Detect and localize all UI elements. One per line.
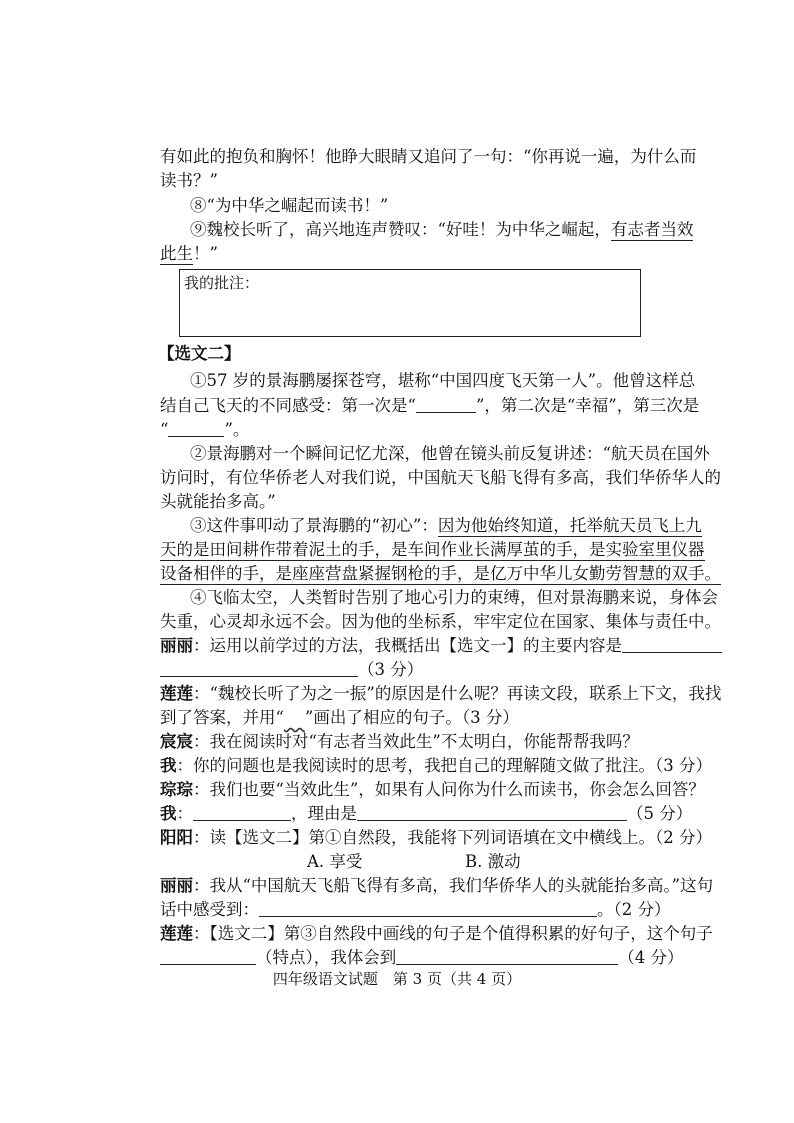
fill-blank[interactable] xyxy=(416,396,476,413)
text-line xyxy=(160,419,249,441)
speaker-name: 我 xyxy=(160,756,177,775)
question-text: 到了答案，并用“ xyxy=(160,708,284,727)
answer-blank[interactable] xyxy=(357,804,627,821)
question-text: ： xyxy=(176,804,193,823)
text-line xyxy=(160,539,705,561)
paragraph-9 xyxy=(190,219,693,241)
question-text: ，理由是 xyxy=(291,804,357,823)
answer-blank[interactable] xyxy=(160,660,358,677)
question-lianlian-1 xyxy=(160,683,721,705)
underlined-sentence: 因为他始终知道，托举航天员飞上九 xyxy=(437,516,702,535)
speaker-name: 我 xyxy=(160,804,177,823)
question-text: ：你的问题也是我阅读时的思考，我把自己的理解随文做了批注。（3 分） xyxy=(176,756,712,775)
text-line: ②景海鹏对一个瞬间记忆尤深，他曾在镜头前反复讲述：“航天员在国外 xyxy=(190,444,710,463)
text-line xyxy=(160,243,218,265)
question-lianlian-1-cont xyxy=(160,707,519,729)
text-span: ”，第二次是“幸福”，第三次是 xyxy=(475,396,700,415)
option-b[interactable]: B. 激动 xyxy=(465,852,521,871)
question-lianlian-2-cont xyxy=(160,947,684,969)
question-me-2 xyxy=(160,803,692,825)
text-span: ”。 xyxy=(224,420,250,439)
score: （3 分） xyxy=(358,660,424,679)
text-span: ⑨魏校长听了，高兴地连声赞叹：“好哇！为中华之崛起， xyxy=(190,220,611,239)
question-text: ”画出了相应的句子。（3 分） xyxy=(304,708,519,727)
question-text: ：我们也要“当效此生”，如果有人问你为什么而读书，你会怎么回答？ xyxy=(193,780,705,799)
text-line: 头就能抬多高。” xyxy=(160,492,276,511)
text-line xyxy=(160,563,721,585)
speaker-name: 丽丽 xyxy=(160,636,193,655)
score: 。（2 分） xyxy=(597,900,671,919)
question-me-1 xyxy=(160,755,712,777)
text-line: ④飞临太空，人类暂时告别了地心引力的束缚，但对景海鹏来说，身体会 xyxy=(190,588,718,607)
annotation-box[interactable] xyxy=(179,269,641,337)
question-lili-1-cont xyxy=(160,659,423,681)
text-span: ！” xyxy=(193,244,218,263)
answer-blank[interactable] xyxy=(160,948,256,965)
question-text: ：我从“中国航天飞船飞得有多高，我们华侨华人的头就能抬多高。”这句 xyxy=(193,876,714,895)
annotation-label: 我的批注： xyxy=(184,274,260,292)
answer-blank[interactable] xyxy=(193,804,291,821)
text-line: ①57 岁的景海鹏屡探苍穹，堪称“中国四度飞天第一人”。他曾这样总 xyxy=(190,371,696,390)
speaker-name: 宸宸 xyxy=(160,732,193,751)
paragraph-8: ⑧“为中华之崛起而读书！” xyxy=(190,196,389,215)
text-line: 读书？” xyxy=(160,171,218,190)
underlined-sentence: 天的是田间耕作带着泥土的手，是车间作业长满厚茧的手，是实验室里仪器 xyxy=(160,540,705,559)
text-line xyxy=(190,515,702,537)
question-congcong xyxy=(160,779,705,801)
score: （5 分） xyxy=(627,804,693,823)
wavy-line-mark xyxy=(284,708,305,727)
question-lili-2 xyxy=(160,875,713,897)
text-span: 结自己飞天的不同感受：第一次是“ xyxy=(160,396,416,415)
question-lili-2-cont xyxy=(160,899,671,921)
text-span: “ xyxy=(160,420,169,439)
score: （4 分） xyxy=(618,948,684,967)
text-line: 有如此的抱负和胸怀！他睁大眼睛又追问了一句：“你再说一遍，为什么而 xyxy=(160,147,697,166)
underlined-sentence: 有志者当效 xyxy=(610,220,694,239)
speaker-name: 阳阳 xyxy=(160,828,193,847)
question-text: ：“魏校长听了为之一振”的原因是什么呢？再读文段，联系上下文，我找 xyxy=(193,684,722,703)
question-text: 话中感受到： xyxy=(160,900,259,919)
page-footer: 四年级语文试题 第 3 页（共 4 页） xyxy=(272,970,522,988)
question-text: ：我在阅读时对“有志者当效此生”不太明白，你能帮帮我吗？ xyxy=(193,732,639,751)
question-text: （特点），我体会到 xyxy=(256,948,397,967)
text-span: ③这件事叩动了景海鹏的“初心”： xyxy=(190,516,438,535)
question-text: ：【选文二】第③自然段中画线的句子是个值得积累的好句子，这个句子 xyxy=(193,924,713,943)
question-text: ：读【选文二】第①自然段，我能将下列词语填在文中横线上。（2 分） xyxy=(193,828,712,847)
text-line xyxy=(160,395,699,417)
underlined-sentence: 此生 xyxy=(160,244,193,263)
question-lianlian-2 xyxy=(160,923,713,945)
text-line: 访问时，有位华侨老人对我们说，中国航天飞船飞得有多高，我们华侨华人的 xyxy=(160,468,721,487)
section-header: 【选文二】 xyxy=(158,344,241,363)
question-chenchen xyxy=(160,731,639,753)
text-line: 失重，心灵却永远不会。因为他的坐标系，牢牢定位在国家、集体与责任中。 xyxy=(160,612,721,631)
question-text: ：运用以前学过的方法，我概括出【选文一】的主要内容是 xyxy=(193,636,622,655)
underlined-sentence: 设备相伴的手，是座座营盘紧握钢枪的手，是亿万中华儿女勤劳智慧的双手。 xyxy=(160,564,721,583)
speaker-name: 丽丽 xyxy=(160,876,193,895)
question-lili-1 xyxy=(160,635,722,657)
answer-blank[interactable] xyxy=(396,948,618,965)
speaker-name: 莲莲 xyxy=(160,924,193,943)
answer-blank[interactable] xyxy=(622,636,722,653)
speaker-name: 莲莲 xyxy=(160,684,193,703)
fill-blank[interactable] xyxy=(168,420,224,437)
question-yangyang xyxy=(160,827,712,849)
speaker-name: 琮琮 xyxy=(160,780,193,799)
option-a[interactable]: A. 享受 xyxy=(307,852,363,871)
answer-blank[interactable] xyxy=(259,900,597,917)
